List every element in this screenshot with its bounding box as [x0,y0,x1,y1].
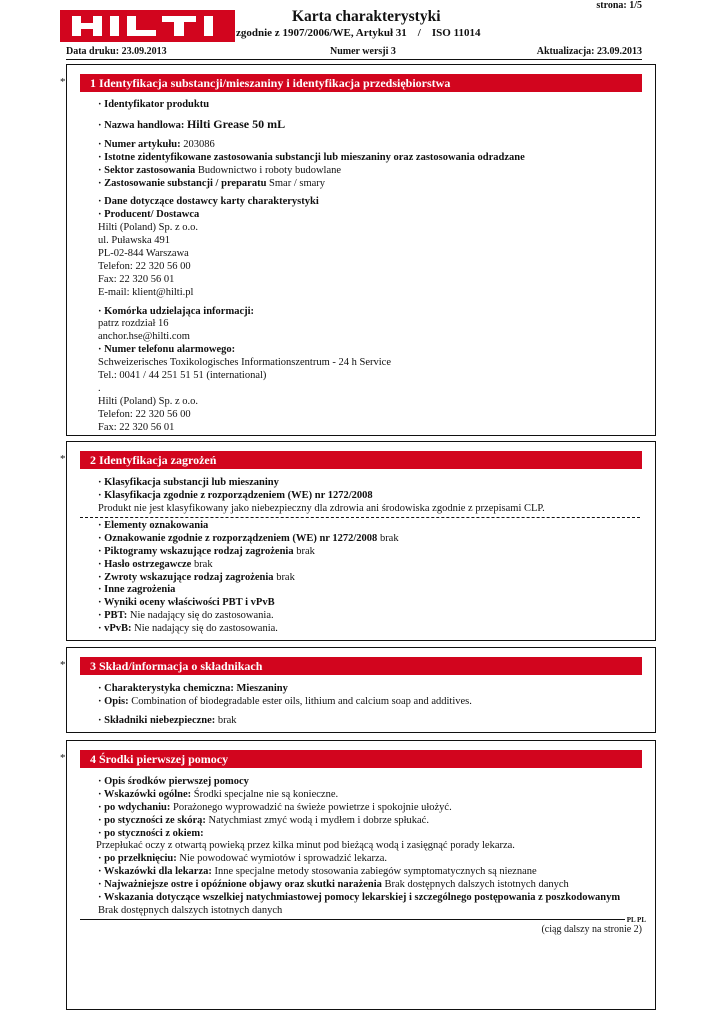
producer-email: E-mail: klient@hilti.pl [98,286,194,298]
ingestion-row: · po przełknięciu: Nie powodować wymiotów i sprowadzić lekarza. [98,853,387,865]
section-4-change-marker: * [60,752,66,764]
article-number-row: · Numer artykułu: 203086 [98,138,215,150]
section-3-change-marker: * [60,659,66,671]
producer-line: PL-02-844 Warszawa [98,248,189,260]
page-number: strona: 1/5 [596,0,642,11]
section-3-content [98,683,658,728]
medical-attention-text: Brak dostępnych dalszych istotnych danych [98,904,283,916]
emergency-line: Hilti (Poland) Sp. z o.o. [98,395,199,407]
hazardous-components-row: · Składniki niebezpieczne: brak [98,714,237,726]
info-unit-label: · Komórka udzielająca informacji: [98,305,255,317]
trade-name-value: Hilti Grease 50 mL [186,116,286,131]
section-1-heading: 1 Identyfikacja substancji/mieszaniny i identyfikacja przedsiębiorstwa [80,74,642,92]
label-elements-label: · Elementy oznakowania [98,520,209,531]
product-identifier-label: · Identyfikator produktu [98,99,210,110]
classification-regulation-label: · Klasyfikacja zgodnie z rozporządzeniem (WE) nr 1272/2008 [98,489,373,501]
hilti-logo-icon [60,10,235,42]
description-row: · Opis: Combination of biodegradable ester oils, lithium and calcium soap and additives. [98,695,472,707]
section-1-content [98,99,658,434]
section-3-heading: 3 Skład/informacja o składnikach [80,657,642,675]
vpvb-row: · vPvB: Nie nadający się do zastosowania. [98,623,278,635]
section-2-change-marker: * [60,453,66,465]
info-line: patrz rozdział 16 [98,318,169,330]
sector-row: · Sektor zastosowania Budownictwo i roboty budowlane [98,164,342,176]
pictograms-row: · Piktogramy wskazujące rodzaj zagrożenia brak [98,545,315,557]
producer-line: ul. Puławska 491 [98,235,171,247]
emergency-phone-label: · Numer telefonu alarmowego: [98,344,236,356]
emergency-line: Tel.: 0041 / 44 251 51 51 (international) [98,370,267,382]
eye-contact-text: Przepłukać oczy z otwartą powieką przez kilka minut pod bieżącą wodą i zasięgnąć porady lekarza. [96,840,515,852]
section-4-heading: 4 Środki pierwszej pomocy [80,750,642,768]
language-tag: PL PL [626,916,646,924]
update-date: Aktualizacja: 23.09.2013 [536,46,642,57]
producer-line: Telefon: 22 320 56 00 [98,260,191,272]
info-email: anchor.hse@hilti.com [98,331,190,343]
document-title: Karta charakterystyki [292,8,441,25]
producer-line: Hilti (Poland) Sp. z o.o. [98,222,199,234]
version-number: Numer wersji 3 [330,46,396,57]
print-date: Data druku: 23.09.2013 [66,46,167,57]
inhalation-row: · po wdychaniu: Porażonego wyprowadzić na świeże powietrze i spokojnie ułożyć. [98,801,452,813]
other-hazards-label: · Inne zagrożenia [98,584,176,596]
first-aid-description-label: · Opis środków pierwszej pomocy [98,776,249,787]
header-divider [66,59,642,60]
section-4-content [98,776,658,918]
producer-line: Fax: 22 320 56 01 [98,273,175,285]
signal-word-row: · Hasło ostrzegawcze brak [98,558,213,570]
pbt-results-label: · Wyniki oceny właściwości PBT i vPvB [98,597,275,609]
general-advice-row: · Wskazówki ogólne: Środki specjalne nie są konieczne. [98,788,339,800]
hazard-statements-row: · Zwroty wskazujące rodzaj zagrożenia brak [98,571,295,583]
section-2-heading: 2 Identyfikacja zagrożeń [80,451,642,469]
classification-text: Produkt nie jest klasyfikowany jako niebezpieczny dla zdrowia ani środowiska zgodnie z przepisami CLP. [98,502,545,514]
section-2-dashed-divider [80,517,640,518]
medical-attention-label: · Wskazania dotyczące wszelkiej natychmiastowej pomocy lekarskiej i szczególnego postępowania z poszkodowanym [98,892,621,904]
section-2-content [98,477,658,516]
emergency-line: Fax: 22 320 56 01 [98,421,175,433]
skin-contact-row: · po styczności ze skórą: Natychmiast zmyć wodą i mydłem i dobrze spłukać. [98,814,429,826]
emergency-line: Telefon: 22 320 56 00 [98,408,191,420]
labelling-row: · Oznakowanie zgodnie z rozporządzeniem (WE) nr 1272/2008 brak [98,532,399,544]
classification-label: · Klasyfikacja substancji lub mieszaniny [98,477,279,488]
doctor-advice-row: · Wskazówki dla lekarza: Inne specjalne metody stosowania zabiegów symptomatycznych są nieznane [98,866,537,878]
continuation-divider [80,919,625,920]
hilti-logo [60,10,235,42]
emergency-line: . [98,382,101,394]
symptoms-row: · Najważniejsze ostre i opóźnione objawy oraz skutki narażenia Brak dostępnych dalszych istotnych danych [98,879,569,891]
chemical-characterization: · Charakterystyka chemiczna: Mieszaniny [98,683,288,694]
pbt-row: · PBT: Nie nadający się do zastosowania. [98,610,274,622]
substance-use-row: · Zastosowanie substancji / preparatu Smar / smary [98,177,326,189]
continued-note: (ciąg dalszy na stronie 2) [541,924,642,935]
eye-contact-label: · po styczności z okiem: [98,827,204,839]
identified-uses-label: · Istotne zidentyfikowane zastosowania substancji lub mieszaniny oraz zastosowania odradzane [98,151,525,163]
producer-label: · Producent/ Dostawca [98,209,200,221]
trade-name-row: · Nazwa handlowa: Hilti Grease 50 mL [98,116,286,131]
emergency-line: Schweizerisches Toxikologisches Informationszentrum - 24 h Service [98,357,391,369]
section-1-change-marker: * [60,76,66,88]
supplier-details-label: · Dane dotyczące dostawcy karty charakterystyki [98,196,319,208]
document-subtitle: zgodnie z 1907/2006/WE, Artykuł 31 / ISO 11014 [236,27,481,39]
section-2-labelling [98,520,658,636]
